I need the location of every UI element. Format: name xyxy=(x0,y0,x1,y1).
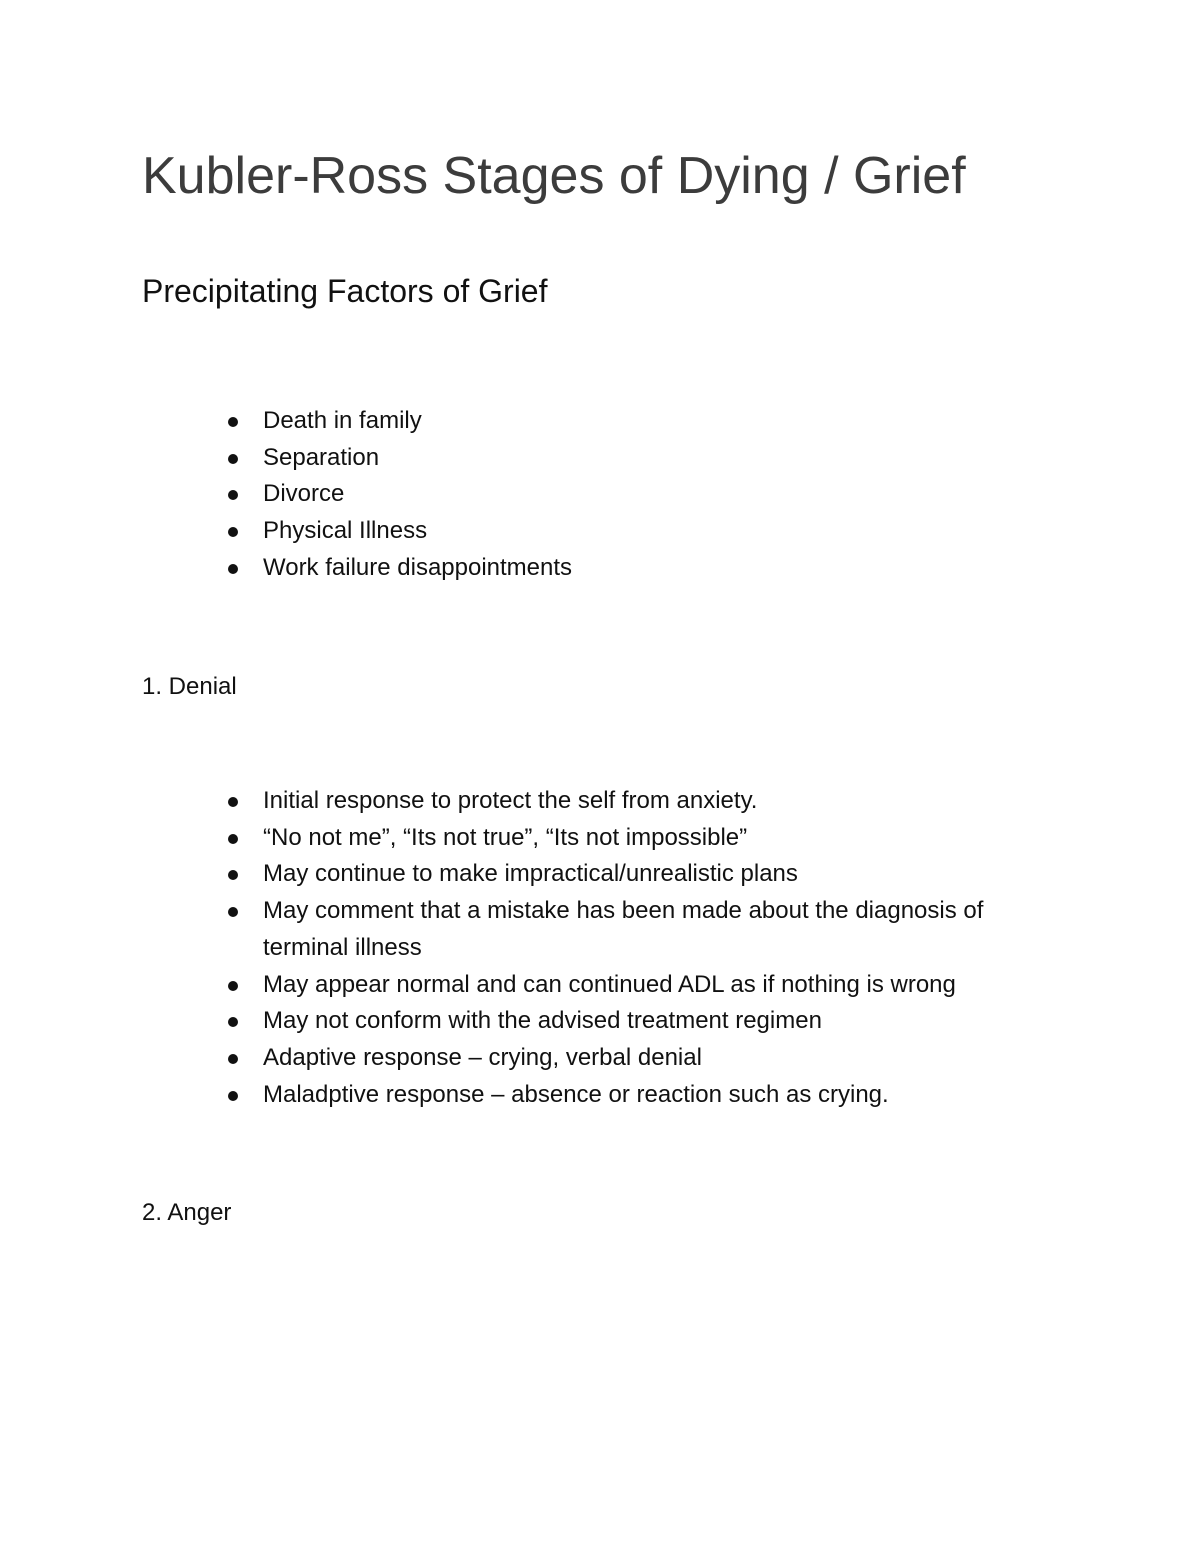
bullet-icon xyxy=(228,527,238,537)
bullet-icon xyxy=(228,1054,238,1064)
precipitating-factors-list xyxy=(228,403,1048,587)
bullet-icon xyxy=(228,907,238,917)
denial-list xyxy=(228,783,1048,1113)
bullet-icon xyxy=(228,454,238,464)
list-item-text: May appear normal and can continued ADL as if nothing is wrong xyxy=(263,970,956,998)
list-item-text: May not conform with the advised treatment regimen xyxy=(263,1007,822,1035)
list-item-text: Maladptive response – absence or reaction such as crying. xyxy=(263,1080,889,1108)
list-item-text: Divorce xyxy=(263,480,345,508)
list-item xyxy=(228,893,1048,966)
bullet-icon xyxy=(228,1017,238,1027)
list-item xyxy=(228,1003,1048,1040)
list-item xyxy=(228,820,1048,857)
list-item xyxy=(228,1077,1048,1114)
list-item xyxy=(228,783,1048,820)
list-item-text: Physical Illness xyxy=(263,517,428,545)
bullet-icon xyxy=(228,417,238,427)
bullet-icon xyxy=(228,1091,238,1101)
list-item xyxy=(228,967,1048,1004)
list-item xyxy=(228,476,1048,513)
list-item xyxy=(228,440,1048,477)
bullet-icon xyxy=(228,981,238,991)
document-title: Kubler-Ross Stages of Dying / Grief xyxy=(142,147,966,205)
list-item xyxy=(228,1040,1048,1077)
bullet-icon xyxy=(228,834,238,844)
list-item xyxy=(228,513,1048,550)
bullet-icon xyxy=(228,490,238,500)
list-item-text: Separation xyxy=(263,443,380,471)
list-item-text: Work failure disappointments xyxy=(263,553,573,581)
list-item xyxy=(228,856,1048,893)
list-item-text: Initial response to protect the self from anxiety. xyxy=(263,787,758,814)
bullet-icon xyxy=(228,797,238,807)
bullet-icon xyxy=(228,870,238,880)
anger-heading: 2. Anger xyxy=(142,1199,232,1226)
denial-heading: 1. Denial xyxy=(142,673,237,700)
list-item-text: Death in family xyxy=(263,407,422,434)
bullet-icon xyxy=(228,564,238,574)
list-item-text: “No not me”, “Its not true”, “Its not impossible” xyxy=(263,823,748,851)
list-item-text: Adaptive response – crying, verbal denial xyxy=(263,1043,702,1071)
list-item-text: May continue to make impractical/unrealistic plans xyxy=(263,860,798,888)
list-item xyxy=(228,403,1048,440)
list-item-text: May comment that a mistake has been made about the diagnosis of terminal illness xyxy=(263,897,984,961)
precipitating-factors-heading: Precipitating Factors of Grief xyxy=(142,273,548,309)
list-item xyxy=(228,550,1048,587)
